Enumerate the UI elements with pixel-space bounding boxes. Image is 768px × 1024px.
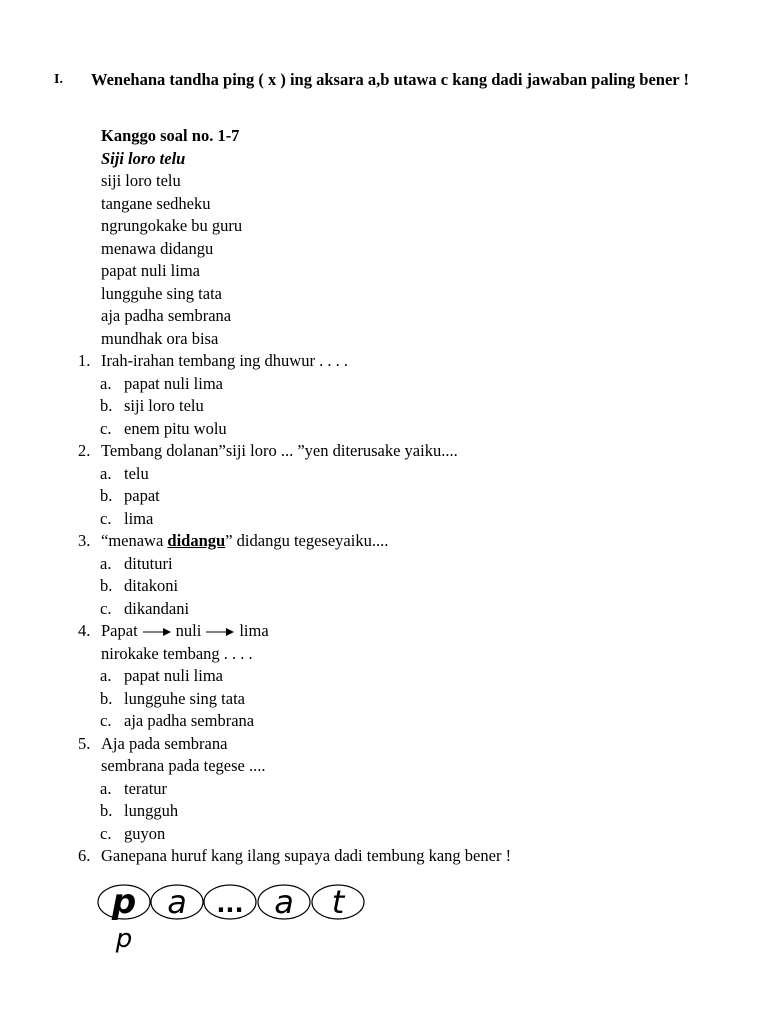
emphasized-word: didangu (167, 531, 226, 550)
option-text: lima (124, 508, 154, 528)
option-letter: b. (100, 576, 113, 595)
option-c[interactable] (74, 598, 724, 621)
question-4 (74, 620, 724, 643)
question-list (74, 350, 724, 868)
question-text (101, 530, 388, 553)
option-text: dituturi (124, 553, 173, 573)
poem-line: ngrungokake bu guru (101, 216, 243, 235)
option-b[interactable] (74, 688, 724, 711)
oval-1 (98, 882, 150, 922)
word: lima (239, 621, 269, 640)
option-text: telu (124, 463, 149, 483)
question-text-after: ” didangu tegeseyaiku.... (225, 531, 389, 550)
option-letter: a. (100, 463, 112, 483)
question-5 (74, 733, 724, 756)
option-letter: c. (100, 823, 112, 843)
option-text: lungguh (124, 801, 179, 820)
question-number: 6. (78, 846, 91, 865)
option-c[interactable] (74, 823, 724, 846)
option-text: papat nuli lima (124, 666, 223, 685)
question-text (101, 620, 269, 643)
question-text: sembrana pada tegese .... (101, 756, 266, 775)
question-6 (74, 845, 724, 868)
option-letter: c. (100, 598, 112, 618)
oval-5 (312, 883, 364, 921)
poem-title: Siji loro telu (101, 148, 186, 168)
question-text: Ganepana huruf kang ilang supaya dadi tembung kang bener ! (101, 846, 512, 865)
option-letter: a. (100, 553, 112, 573)
poem-line: menawa didangu (101, 238, 214, 258)
option-b[interactable] (74, 575, 724, 598)
question-3 (74, 530, 724, 553)
option-letter: b. (100, 801, 113, 820)
option-text: ditakoni (124, 576, 179, 595)
poem-line: tangane sedheku (101, 193, 211, 213)
question-number: 2. (78, 441, 91, 460)
option-text: guyon (124, 823, 166, 843)
question-text: Irah-irahan tembang ing dhuwur . . . . (101, 351, 348, 370)
option-c[interactable] (74, 418, 724, 441)
poem-line: siji loro telu (101, 171, 181, 190)
option-a[interactable] (74, 373, 724, 396)
question-1 (74, 350, 724, 373)
poem-heading: Kanggo soal no. 1-7 (101, 126, 240, 145)
option-letter: c. (100, 711, 112, 730)
option-b[interactable] (74, 395, 724, 418)
option-text: aja padha sembrana (124, 711, 255, 730)
question-4-continuation (74, 643, 724, 666)
option-letter: c. (100, 418, 112, 438)
question-text-before: “menawa (101, 531, 168, 550)
option-letter: a. (100, 373, 112, 393)
option-c[interactable] (74, 508, 724, 531)
option-text: siji loro telu (124, 396, 204, 415)
question-number: 3. (78, 531, 91, 550)
poem-block (101, 125, 242, 350)
question-text: Aja pada sembrana (101, 733, 228, 753)
option-text: papat nuli lima (124, 373, 223, 393)
poem-line: aja padha sembrana (101, 306, 232, 325)
question-text: Tembang dolanan”siji loro ... ”yen diterusake yaiku.... (101, 441, 458, 460)
option-a[interactable] (74, 665, 724, 688)
option-a[interactable] (74, 463, 724, 486)
option-a[interactable] (74, 553, 724, 576)
puzzle-blank: ... (216, 890, 244, 918)
puzzle-letter: a (274, 883, 294, 921)
word: Papat (101, 621, 138, 640)
option-letter: a. (100, 666, 112, 685)
question-2 (74, 440, 724, 463)
puzzle-letter: p (111, 882, 137, 922)
option-letter: b. (100, 486, 113, 505)
puzzle-letter: a (167, 883, 187, 921)
option-text: enem pitu wolu (124, 418, 227, 438)
option-letter: b. (100, 396, 113, 415)
letter-puzzle (96, 877, 368, 957)
section-number: I. (54, 72, 63, 87)
puzzle-letter: t (331, 883, 345, 921)
option-b[interactable] (74, 485, 724, 508)
option-letter: c. (100, 508, 112, 528)
option-a[interactable] (74, 778, 724, 801)
word: nuli (175, 621, 202, 640)
option-letter: b. (100, 688, 113, 708)
option-text: lungguhe sing tata (124, 688, 245, 708)
option-b[interactable] (74, 800, 724, 823)
question-5-continuation (74, 755, 724, 778)
oval-4 (258, 883, 310, 921)
option-text: dikandani (124, 598, 190, 618)
arrow-right-icon (205, 626, 235, 638)
puzzle-hint-letter: p (115, 924, 133, 954)
option-letter: a. (100, 778, 112, 798)
question-text: nirokake tembang . . . . (101, 643, 253, 663)
arrow-right-icon (142, 626, 172, 638)
poem-line: mundhak ora bisa (101, 328, 219, 348)
poem-line: lungguhe sing tata (101, 283, 222, 303)
option-text: teratur (124, 778, 168, 798)
question-number: 4. (78, 621, 91, 640)
poem-line: papat nuli lima (101, 261, 200, 280)
question-number: 1. (78, 351, 91, 370)
oval-3-blank[interactable] (204, 885, 256, 919)
option-text: papat (124, 486, 160, 505)
section-instruction: Wenehana tandha ping ( x ) ing aksara a,b utawa c kang dadi jawaban paling bener ! (91, 70, 689, 89)
option-c[interactable] (74, 710, 724, 733)
question-number: 5. (78, 733, 91, 753)
oval-2 (151, 883, 203, 921)
